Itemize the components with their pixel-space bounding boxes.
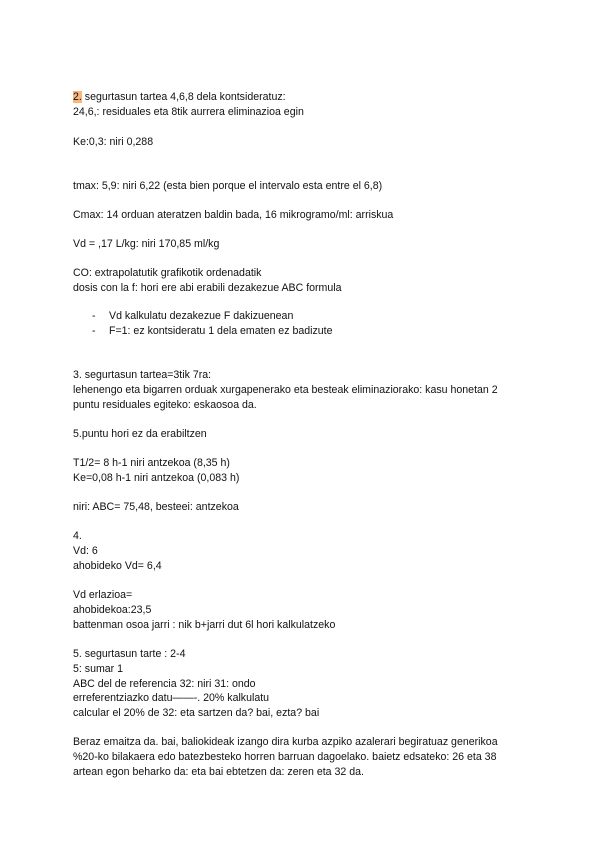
text-line: Ke=0,08 h-1 niri antzekoa (0,083 h) bbox=[73, 472, 240, 484]
text-line: 5.puntu hori ez da erabiltzen bbox=[73, 428, 207, 440]
text-line: niri: ABC= 75,48, besteei: antzekoa bbox=[73, 501, 239, 513]
text-line: erreferentziazko datu——-. 20% kalkulatu bbox=[73, 692, 270, 704]
text-line: dosis con la f: hori ere abi erabili dezakezue ABC formula bbox=[73, 282, 342, 294]
bullet-dash: - bbox=[92, 310, 96, 322]
text-line: puntu residuales egiteko: eskaosoa da. bbox=[73, 399, 257, 411]
text-line: ABC del de referencia 32: niri 31: ondo bbox=[73, 678, 256, 690]
text-line: 24,6,: residuales eta 8tik aurrera eliminazioa egin bbox=[73, 106, 304, 118]
text-line: tmax: 5,9: niri 6,22 (esta bien porque el intervalo esta entre el 6,8) bbox=[73, 180, 383, 192]
section-2-heading: 2. segurtasun tartea 4,6,8 dela kontsideratuz: bbox=[73, 91, 286, 103]
bullet-item: F=1: ez kontsideratu 1 dela ematen ez badizute bbox=[109, 325, 333, 337]
section-3-heading: 3. segurtasun tartea=3tik 7ra: bbox=[73, 369, 212, 381]
text-line: Vd = ,17 L/kg: niri 170,85 ml/kg bbox=[73, 238, 220, 250]
text-line: Beraz emaitza da. bai, baliokideak izango dira kurba azpiko azalerari begiratuaz generikoa bbox=[73, 736, 498, 748]
text-line: Cmax: 14 orduan ateratzen baldin bada, 16 mikrogramo/ml: arriskua bbox=[73, 209, 394, 221]
text-line: T1/2= 8 h-1 niri antzekoa (8,35 h) bbox=[73, 457, 230, 469]
text-line: %20-ko bilakaera edo batezbesteko horren barruan dagoelako. baietz edsateko: 26 eta 38 bbox=[73, 751, 497, 763]
text-line: battenman osoa jarri : nik b+jarri dut 6l hori kalkulatzeko bbox=[73, 619, 336, 631]
text-line: lehenengo eta bigarren orduak xurgapenerako eta besteak eliminaziorako: kasu honetan 2 bbox=[73, 384, 498, 396]
section-4-heading: 4. bbox=[73, 530, 82, 542]
text-line: Ke:0,3: niri 0,288 bbox=[73, 136, 154, 148]
highlighted-number: 2. bbox=[73, 91, 82, 103]
text-line: artean egon beharko da: eta bai ebtetzen da: zeren eta 32 da. bbox=[73, 766, 364, 778]
text-line: ahobideko Vd= 6,4 bbox=[73, 560, 162, 572]
text-line: calcular el 20% de 32: eta sartzen da? bai, ezta? bai bbox=[73, 707, 320, 719]
text-line: ahobidekoa:23,5 bbox=[73, 604, 152, 616]
text-line: 5: sumar 1 bbox=[73, 663, 124, 675]
text-line: CO: extrapolatutik grafikotik ordenadatik bbox=[73, 267, 262, 279]
text-line: Vd erlazioa= bbox=[73, 589, 133, 601]
text-line: Vd: 6 bbox=[73, 545, 98, 557]
bullet-item: Vd kalkulatu dezakezue F dakizuenean bbox=[109, 310, 294, 322]
section-5-heading: 5. segurtasun tarte : 2-4 bbox=[73, 648, 186, 660]
bullet-dash: - bbox=[92, 325, 96, 337]
